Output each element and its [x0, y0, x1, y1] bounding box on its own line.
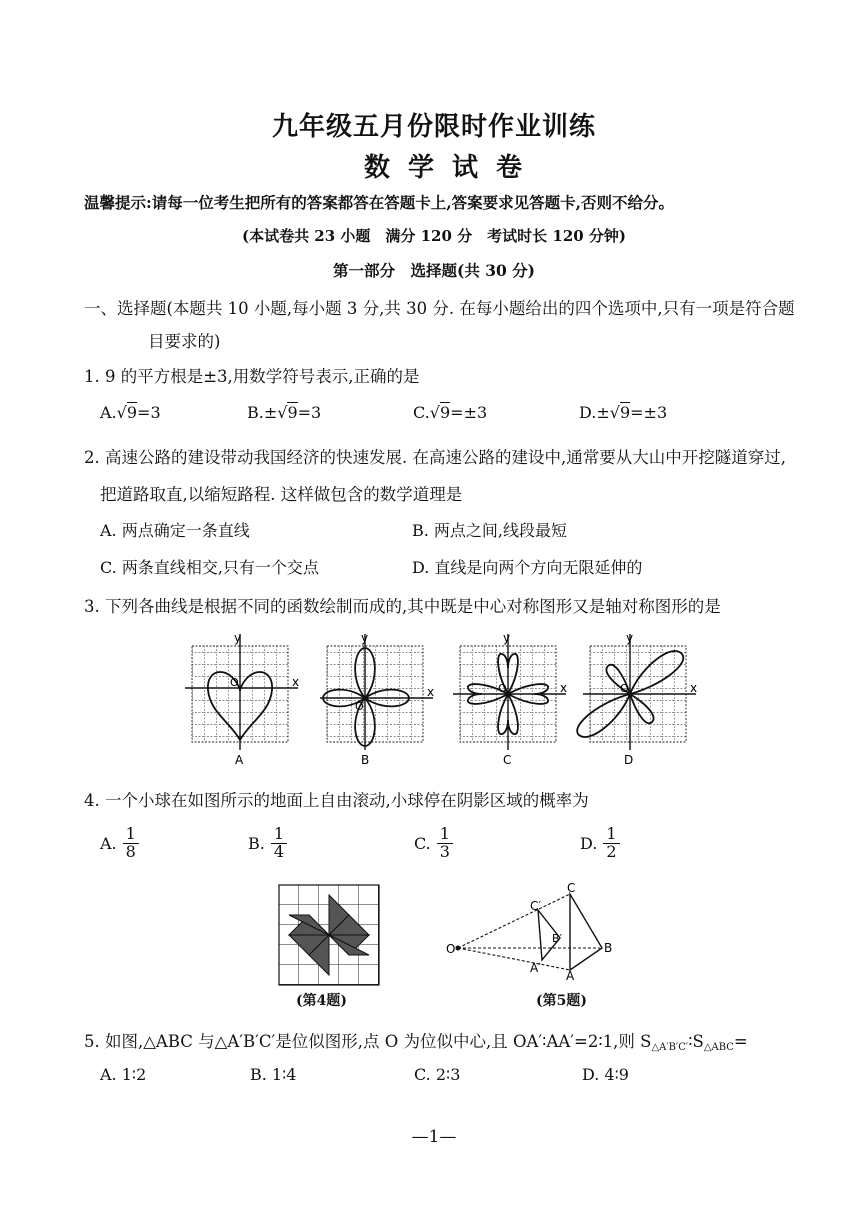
- exam-subtitle: 数学试卷: [363, 153, 540, 183]
- q4-option-label: A.: [100, 833, 117, 853]
- q3-graph-d: [577, 631, 697, 767]
- graph-letter-a: A: [235, 753, 244, 767]
- notice-text: 温馨提示:请每一位考生把所有的答案都答在答题卡上,答案要求见答题卡,否则不给分。: [84, 193, 675, 212]
- numerator: 1: [603, 826, 619, 844]
- q1-stem: 1. 9 的平方根是±3,用数学符号表示,正确的是: [84, 367, 420, 386]
- q5-stem-main: 5. 如图,△ABC 与△A′B′C′是位似图形,点 O 为位似中心,且 OA′∶AA′=2∶1,则 S: [84, 1032, 652, 1051]
- label-b-prime: B′: [552, 932, 563, 945]
- q1-option-label: C.: [413, 403, 430, 422]
- q2-stem-line1: 2. 高速公路的建设带动我国经济的快速发展. 在高速公路的建设中,通常要从大山中开挖隧道穿过,: [84, 448, 786, 467]
- q1-option-post: =3: [297, 403, 322, 422]
- q1-option-post: =3: [137, 403, 161, 422]
- q3-graph-a: [185, 631, 299, 767]
- part-heading: 第一部分 选择题(共 30 分): [332, 261, 536, 280]
- q5-subscript-1: △A′B′C′: [651, 1042, 689, 1053]
- q4-stem: 4. 一个小球在如图所示的地面上自由滚动,小球停在阴影区域的概率为: [84, 791, 589, 810]
- origin-label: O: [620, 682, 629, 695]
- label-b: B: [604, 941, 613, 955]
- q1-option-label: B.: [247, 403, 264, 422]
- graph-letter-b: B: [361, 753, 370, 767]
- q1-option-radicand: 9: [619, 403, 631, 422]
- q1-option-post: =±3: [450, 403, 488, 422]
- denominator: 3: [439, 841, 450, 861]
- q1-option-d: D.±√9=±3: [579, 403, 668, 422]
- q4-option-d: [580, 826, 620, 861]
- q3-stem: 3. 下列各曲线是根据不同的函数绘制而成的,其中既是中心对称图形又是轴对称图形的是: [84, 597, 721, 616]
- fraction: [123, 826, 139, 861]
- exam-info: (本试卷共 23 小题 满分 120 分 考试时长 120 分钟): [241, 227, 627, 245]
- q1-option-radicand: 9: [439, 403, 451, 422]
- q1-option-label: A.: [100, 403, 117, 422]
- fraction: [603, 826, 619, 861]
- q2-option-a: A. 两点确定一条直线: [100, 521, 250, 540]
- q3-graphs-figure: [180, 628, 700, 770]
- q2-option-b: B. 两点之间,线段最短: [412, 521, 568, 540]
- q4-option-a: [100, 826, 139, 861]
- q2-option-d: D. 直线是向两个方向无限延伸的: [412, 558, 643, 577]
- y-axis-label: y: [234, 631, 242, 645]
- q4-pinwheel-figure: [278, 884, 380, 986]
- exam-title: 九年级五月份限时作业训练: [271, 112, 596, 142]
- label-a: A: [566, 969, 575, 983]
- q5-option-d: D. 4∶9: [582, 1065, 629, 1084]
- q5-stem: [84, 1028, 748, 1053]
- triangle-abc: [570, 894, 602, 970]
- q5-option-a: A. 1∶2: [100, 1065, 147, 1084]
- numerator: 1: [123, 826, 139, 844]
- y-axis-label: y: [361, 631, 369, 645]
- q4-option-label: B.: [248, 833, 265, 853]
- q4-option-c: [414, 826, 453, 861]
- numerator: 1: [437, 826, 453, 844]
- graph-letter-c: C: [503, 753, 512, 767]
- denominator: 2: [606, 841, 617, 861]
- q1-option-c: C.√9=±3: [413, 403, 488, 422]
- denominator: 8: [125, 841, 136, 861]
- q1-option-a: A.√9=3: [100, 403, 161, 422]
- x-axis-label: x: [690, 681, 698, 695]
- q5-option-c: C. 2∶3: [414, 1065, 461, 1084]
- page-number: —1—: [411, 1127, 457, 1147]
- x-axis-label: x: [560, 681, 568, 695]
- q2-stem-line2: 把道路取直,以缩短路程. 这样做包含的数学道理是: [100, 485, 463, 504]
- q4-option-b: [248, 826, 287, 861]
- label-c: C: [567, 881, 576, 895]
- x-axis-label: x: [292, 675, 300, 689]
- q1-option-pre: ±: [596, 403, 610, 422]
- fraction: [271, 826, 287, 861]
- x-axis-label: x: [427, 685, 435, 699]
- triangles: [538, 894, 602, 970]
- q4-option-label: C.: [414, 833, 431, 853]
- numerator: 1: [271, 826, 287, 844]
- q5-subscript-2: △ABC: [703, 1042, 734, 1053]
- q1-option-radicand: 9: [126, 403, 138, 422]
- fraction: [437, 826, 453, 861]
- q3-graph-c: [453, 631, 567, 767]
- q5-stem-mid: ∶S: [688, 1032, 704, 1051]
- label-o: O: [446, 942, 456, 956]
- section-instruction-line1: 一、选择题(本题共 10 小题,每小题 3 分,共 30 分. 在每小题给出的四个选项中,只有一项是符合题: [84, 299, 795, 318]
- q2-option-c: C. 两条直线相交,只有一个交点: [100, 558, 319, 577]
- graph-letter-d: D: [624, 753, 634, 767]
- ray-lines: [458, 894, 600, 970]
- q3-graph-b: [320, 631, 434, 767]
- q5-stem-end: =: [733, 1032, 748, 1051]
- q5-option-b: B. 1∶4: [250, 1065, 297, 1084]
- q1-option-pre: ±: [263, 403, 278, 422]
- q1-option-post: =±3: [630, 403, 668, 422]
- label-a-prime: A′: [530, 961, 541, 975]
- q5-homothety-figure: [440, 880, 620, 984]
- section-instruction-line2: 目要求的): [148, 332, 221, 351]
- label-c-prime: C′: [530, 899, 542, 913]
- q1-option-label: D.: [579, 403, 597, 422]
- q1-option-b: B.±√9=3: [247, 403, 322, 422]
- center-point-o: [456, 946, 461, 951]
- q4-figure-caption: (第4题): [296, 993, 347, 1009]
- origin-label: O: [355, 700, 364, 713]
- denominator: 4: [273, 841, 285, 861]
- q4-option-label: D.: [580, 833, 598, 853]
- origin-label: O: [498, 682, 507, 695]
- y-axis-label: y: [503, 631, 511, 645]
- origin-label: O: [230, 676, 239, 689]
- q1-option-radicand: 9: [287, 403, 298, 422]
- q5-figure-caption: (第5题): [536, 993, 587, 1009]
- y-axis-label: y: [626, 631, 634, 645]
